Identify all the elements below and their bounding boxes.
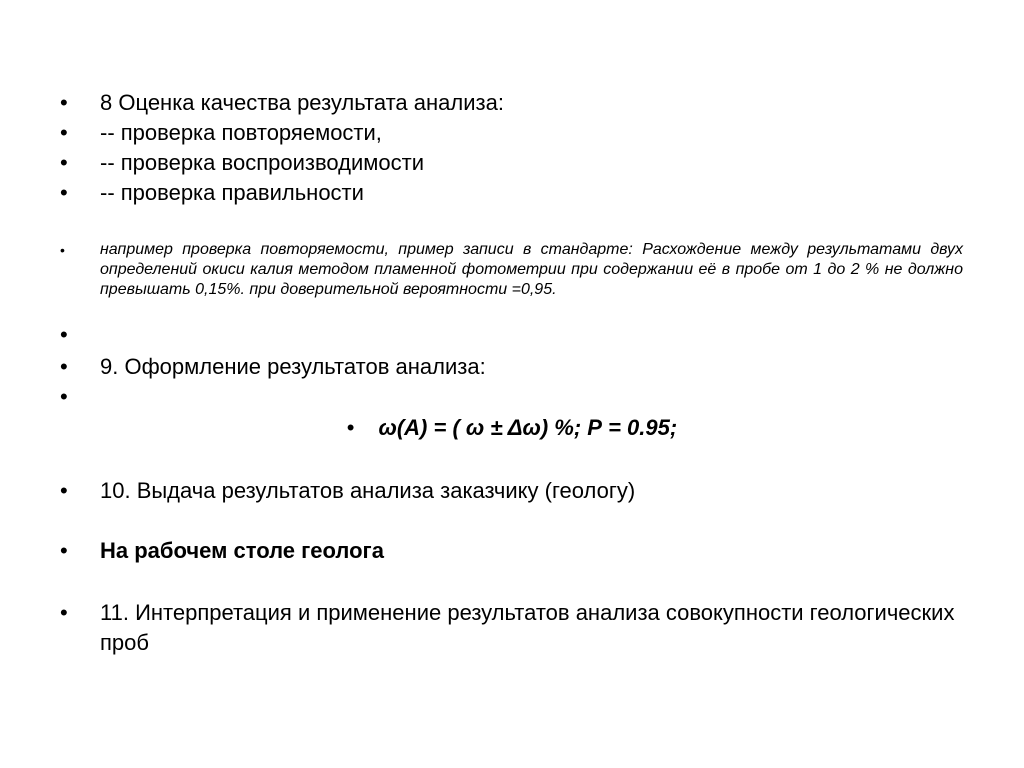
formula-text: ω(А) = ( ω ± Δω) %; Р = 0.95; bbox=[378, 415, 678, 440]
item-text: -- проверка повторяемости, bbox=[100, 120, 382, 145]
item-text: 11. Интерпретация и применение результатов анализа совокупности геологических проб bbox=[100, 600, 955, 655]
bullet-icon: • bbox=[60, 600, 68, 625]
bullet-icon: • bbox=[60, 242, 65, 258]
bullet-icon: • bbox=[346, 415, 355, 440]
bullet-icon: • bbox=[60, 150, 68, 175]
item-text: 8 Оценка качества результата анализа: bbox=[100, 90, 504, 115]
bullet-icon: • bbox=[60, 322, 68, 347]
item-text: -- проверка воспроизводимости bbox=[100, 150, 424, 175]
item-text: 9. Оформление результатов анализа: bbox=[100, 354, 486, 379]
bullet-icon: • bbox=[60, 90, 68, 115]
item-note-text: например проверка повторяемости, пример записи в стандарте: Расхождение между результатами двух определений окиси калия методом пламенной фотометрии при содержании её в пробе от 1 до 2 % не должно превышать 0,15%. при доверительной вероятности =0,95. bbox=[100, 241, 963, 298]
item-text: -- проверка правильности bbox=[100, 180, 364, 205]
bullet-icon: • bbox=[60, 478, 68, 503]
bullet-icon: • bbox=[60, 354, 68, 379]
bullet-icon: • bbox=[60, 120, 68, 145]
bullet-icon: • bbox=[60, 180, 68, 205]
formula bbox=[0, 413, 1024, 443]
item-text: 10. Выдача результатов анализа заказчику (геологу) bbox=[100, 478, 636, 503]
bullet-icon: • bbox=[60, 538, 68, 563]
bullet-icon: • bbox=[60, 384, 68, 409]
item-text: На рабочем столе геолога bbox=[100, 538, 384, 563]
